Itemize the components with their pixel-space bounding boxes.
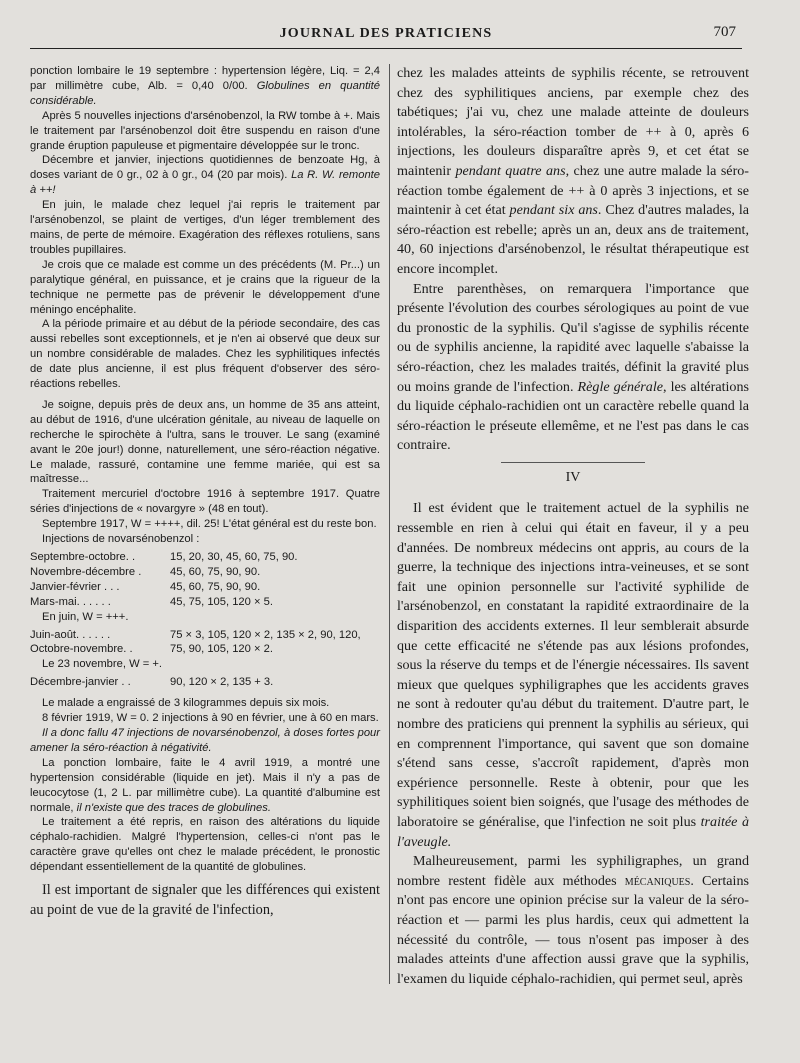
injection-table [30,550,380,610]
right-column [397,64,749,989]
paragraph: Après 5 nouvelles injections d'arsénobenzol, la RW tombe à +. Mais le traitement par l'arsénobenzol doit être suspendu en raison d'une grande éruption papuleuse et pigmentaire développée sur le tronc. [30,109,380,152]
column-divider [389,64,390,984]
paragraph: Entre parenthèses, on remarquera l'importance que présente l'évolution des courbes sérologiques au point de vue du pronostic de la syphilis. Qu'il s'agisse de syphilis récente ou de syphilis ancienne, la rapidité avec laquelle s'abaisse la séro-réaction, chez les malades traités, définit la gravité plus ou moins grande de l'infection. Règle générale, les altérations du liquide céphalo-rachidien ont un caractère rebelle quand la séro-réaction le préseute ellemême, et ne l'est pas dans le cas contraire. [397,280,749,454]
paragraph: Septembre 1917, W = ++++, dil. 25! L'état général est du reste bon. [42,518,377,531]
table-row: Novembre-décembre . 45, 60, 75, 90, 90. [30,565,261,578]
paragraph: Il est évident que le traitement actuel de la syphilis ne ressemble en rien à celui qui était en faveur, il y a peu d'années. De nombreux médecins ont appris, au cours de la guerre, la technique des injections intra-veineuses, et se sont fait une opinion personnelle sur l'activité syphilide de l'arsénobenzol, en constatant la rapidité extraordinaire de la disparition des accidents externes. Il leur semblerait absurde que cette efficacité ne s'étende pas aux lésions profondes, sous la réserve du temps et de l'énergie nécessaires. Ils savent mieux que quelques syphiligraphes que les accidents graves ne sont à redouter qu'au début du traitement. D'autre part, le nombre des praticiens qui prennent la syphilis au sérieux, qui en comprennent l'importance, qui savent que son domaine s'étend sans cesse, s'accroît rapidement, d'après mon expérience personnelle. Reste à obtenir, pour que les syphilitiques soient bien soignés, que l'usage des méthodes de laboratoire se généralise, que l'infection ne soit plus traitée à l'aveugle. [397,500,749,850]
table-row: Janvier-février . . . 45, 60, 75, 90, 90. [30,580,261,593]
paragraph: chez les malades atteints de syphilis récente, se retrouvent chez des syphilitiques anciens, par exemple chez des tabétiques; j'ai vu, chez une malade atteinte de douleurs intolérables, la séro-réaction tomber de ++ à 0, après 6 injections, les douleurs disparaître après 9, et cet état se maintenir pendant quatre ans, chez une autre malade la séro-réaction tombe également de ++ à 0 après 3 injections, et se maintenir à cet état pendant six ans. Chez d'autres malades, la séro-réaction est rebelle; après un an, deux ans de traitement, 40, 60 injections d'arsénobenzol, le résultat thérapeutique est encore incomplet. [397,65,749,277]
paragraph: Il est important de signaler que les différences qui existent au point de vue de la gravité de l'infection, [30,882,380,918]
table-row: Septembre-octobre. . 15, 20, 30, 45, 60, 75, 90. [30,551,298,563]
table-row: Octobre-novembre. . 75, 90, 105, 120 × 2. [30,643,273,656]
section-rule [501,462,645,463]
injection-table [30,628,380,658]
paragraph: Injections de novarsénobenzol : [42,533,200,546]
paragraph: Je soigne, depuis près de deux ans, un homme de 35 ans atteint, au début de 1916, d'une ulcération génitale, au niveau de laquelle on recherche le spirochète à l'ultra, sans le trouver. Le sang (examiné avant le 20e jour!) donne, naturellement, une séro-réaction négative. Le malade, rassuré, contamine une femme mariée, qui est sa maîtresse... [30,398,380,486]
table-note: En juin, W = +++. [42,610,129,623]
table-row: Décembre-janvier . . 90, 120 × 2, 135 + 3. [30,676,274,689]
table-row: Juin-août. . . . . . 75 × 3, 105, 120 × 2, 135 × 2, 90, 120, [30,628,361,641]
paragraph: Il a donc fallu 47 injections de novarsénobenzol, à doses fortes pour amener la séro-réaction à négativité. [30,726,380,754]
paragraph: 8 février 1919, W = 0. 2 injections à 90 en février, une à 60 en mars. [42,712,379,725]
page-number: 707 [713,24,736,40]
left-column [30,64,380,920]
paragraph: Décembre et janvier, injections quotidiennes de benzoate Hg, à doses variant de 0 gr., 02 à 0 gr., 04 (20 par mois). La R. W. remonte à ++! [30,154,381,197]
page-header [30,22,742,49]
paragraph: Le malade a engraissé de 3 kilogrammes depuis six mois. [42,697,330,710]
paragraph: ponction lombaire le 19 septembre : hypertension légère, Liq. = 2,4 par millimètre cube, Alb. = 0,40 0/00. Globulines en quantité considérable. [30,65,380,107]
paragraph: Le traitement a été repris, en raison des altérations du liquide céphalo-rachidien. Malgré l'hypertension, celles-ci n'ont pas le caractère grave qu'elles ont chez le malade précédent, le pronostic dépendant essentiellement de la quantité de globulines. [30,816,380,874]
journal-title: JOURNAL DES PRATICIENS [279,26,493,41]
paragraph: A la période primaire et au début de la période secondaire, des cas aussi rebelles sont exceptionnels, et je n'en ai observé que deux sur un nombre considérable de malades. Chez les syphilitiques infectés de date plus ancienne, il est plus fréquent d'observer des séro-réactions rebelles. [30,318,380,391]
paragraph: En juin, le malade chez lequel j'ai repris le traitement par l'arsénobenzol, se plaint de vertiges, d'un léger tremblement des mains, de perte de mémoire. Exagération des réflexes rotuliens, sans troubles pupillaires. [30,199,380,256]
table-note: Le 23 novembre, W = +. [42,658,163,671]
injection-table [30,675,380,690]
section-heading: IV [397,468,749,488]
paragraph: Malheureusement, parmi les syphiligraphes, un grand nombre restent fidèle aux méthodes mécaniques. Certains n'ont pas encore une opinion précise sur la valeur de la séro-réaction et — parmi les plus hardis, ceux qui admettent la nécessité du contrôle, — tous n'osent pas imposer à des malades atteints d'une affection aussi grave que la syphilis, l'examen du liquide céphalo-rachidien, qui permet seul, après [397,853,749,987]
paragraph: La ponction lombaire, faite le 4 avril 1919, a montré une hypertension considérable (liquide en jet). Mais il n'y a pas de leucocytose (1, 2 L. par millimètre cube). La quantité d'albumine est normale, il n'existe que des traces de globulines. [30,756,380,814]
paragraph: Je crois que ce malade est comme un des précédents (M. Pr...) un paralytique général, en puissance, et je crains que la rigueur de la technique ne permette pas de prévenir le développement d'une méningo encéphalite. [30,258,380,316]
paragraph: Traitement mercuriel d'octobre 1916 à septembre 1917. Quatre séries d'injections de « novargyre » (48 en tout). [30,488,380,516]
table-row: Mars-mai. . . . . . 45, 75, 105, 120 × 5. [30,595,273,608]
